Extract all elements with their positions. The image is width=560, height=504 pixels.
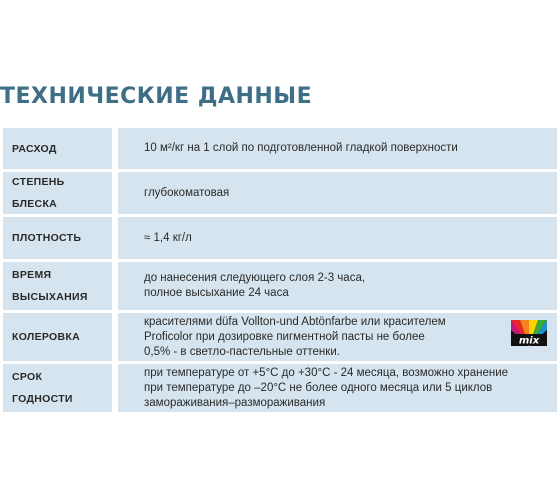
row-label: РАСХОД [3,128,112,169]
mix-logo [511,320,547,346]
table-row [3,313,557,361]
table-row [3,262,557,310]
row-label: ВРЕМЯ ВЫСЫХАНИЯ [3,262,112,310]
tech-data-table [3,128,557,415]
row-value: ≈ 1,4 кг/л [118,217,557,259]
page-title: ТЕХНИЧЕСКИЕ ДАННЫЕ [0,84,313,109]
table-row [3,217,557,259]
row-label: СРОК ГОДНОСТИ [3,364,112,412]
row-value: красителями düfa Vollton-und Abtönfarbe или красителем Proficolor при дозировке пигментной пасты не более 0,5% - в светло-пастельные оттенки. mix [118,313,557,361]
row-label: СТЕПЕНЬ БЛЕСКА [3,172,112,214]
row-value: 10 м²/кг на 1 слой по подготовленной гладкой поверхности [118,128,557,169]
table-row [3,172,557,214]
row-label: КОЛЕРОВКА [3,313,112,361]
mix-logo-text: mix [518,335,540,346]
row-label: ПЛОТНОСТЬ [3,217,112,259]
row-value: глубокоматовая [118,172,557,214]
row-value: при температуре от +5°С до +30°С - 24 месяца, возможно хранение при температуре до –20°С не более одного месяца или 5 циклов замораживания–размораживания [118,364,557,412]
table-row [3,128,557,169]
table-row [3,364,557,412]
row-value: до нанесения следующего слоя 2-3 часа, полное высыхание 24 часа [118,262,557,310]
